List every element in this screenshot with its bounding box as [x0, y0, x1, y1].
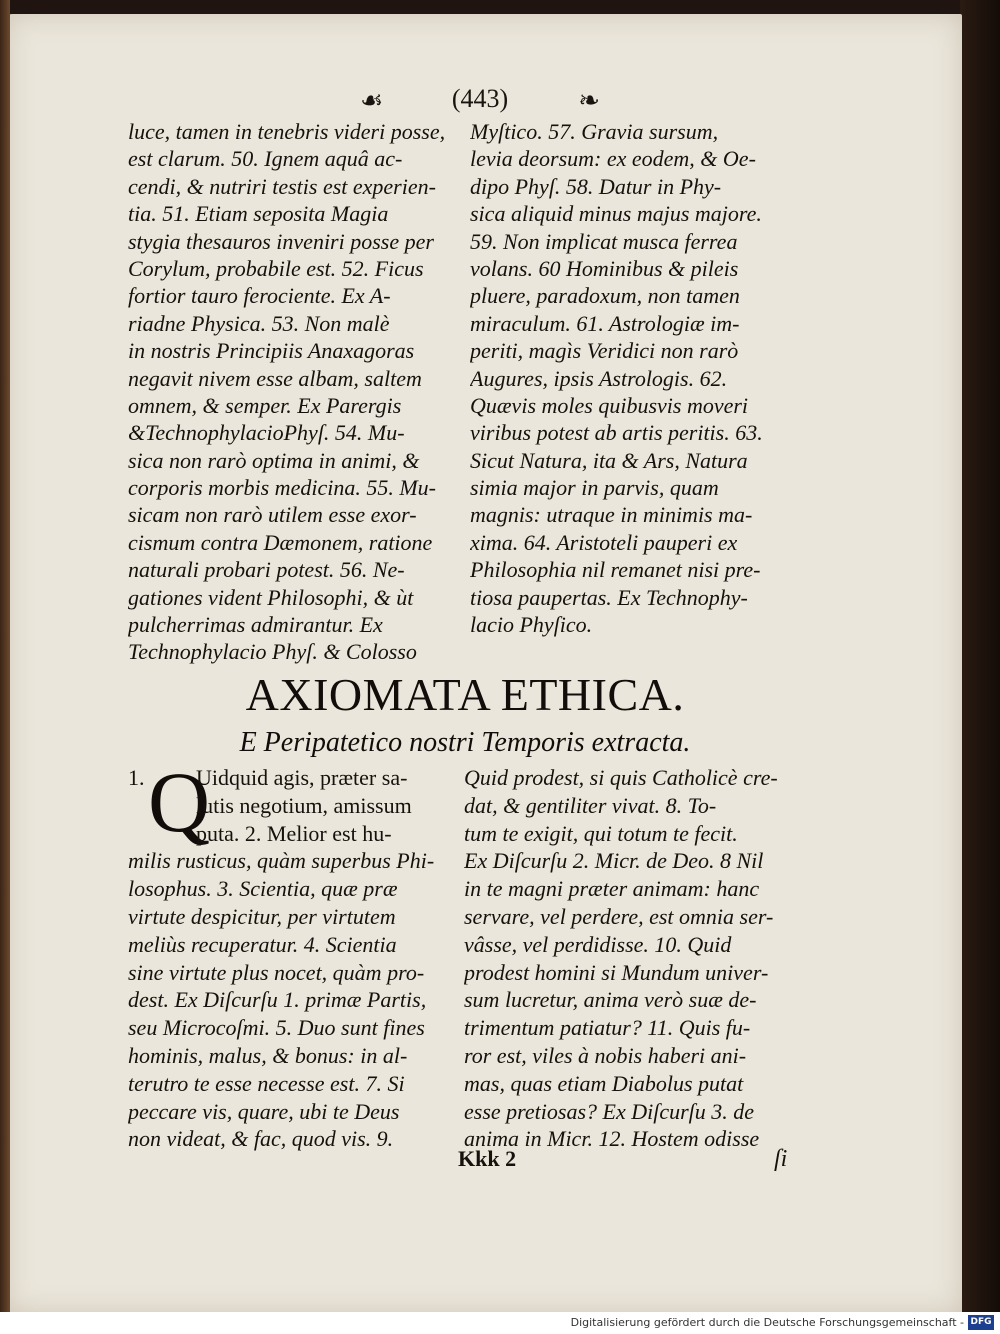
- text-line: fortior tauro ferociente. Ex A-: [128, 283, 391, 309]
- text-line: periti, magìs Veridici non rarò: [470, 338, 739, 364]
- text-line: sicam non rarò utilem esse exor-: [128, 502, 417, 528]
- text-line: cismum contra Dæmonem, ratione: [128, 529, 433, 555]
- text-line: sica aliquid minus majus majore.: [470, 201, 762, 227]
- footer-credit: Digitalisierung gefördert durch die Deutsche Forschungsgemeinschaft -: [570, 1316, 964, 1329]
- text-line: losophus. 3. Scientia, quæ præ: [128, 876, 398, 902]
- text-line: Philosophia nil remanet nisi pre-: [470, 557, 761, 583]
- text-line: prodest homini si Mundum univer-: [464, 959, 769, 985]
- text-line: tum te exigit, qui totum te fecit.: [464, 820, 738, 846]
- text-line: simia major in parvis, quam: [470, 475, 719, 501]
- indented-line: Uidquid agis, præter sa-: [196, 765, 408, 790]
- text-line: milis rusticus, quàm superbus Phi-: [128, 848, 435, 874]
- text-line: servare, vel perdere, est omnia ser-: [464, 903, 774, 929]
- text-line: Sicut Natura, ita & Ars, Natura: [470, 447, 748, 473]
- text-line: Corylum, probabile est. 52. Ficus: [128, 255, 424, 281]
- text-line: Myſtico. 57. Gravia sursum,: [470, 119, 719, 144]
- text-line: viribus potest ab artis peritis. 63.: [470, 420, 763, 446]
- text-line: sum lucretur, anima verò suæ de-: [464, 987, 757, 1013]
- text-line: stygia thesauros inveniri posse per: [128, 228, 434, 254]
- book-edge: [960, 0, 1000, 1312]
- text-line: Ex Diſcurſu 2. Micr. de Deo. 8 Nil: [464, 848, 764, 874]
- text-line: xima. 64. Aristoteli pauperi ex: [470, 529, 738, 555]
- text-line: volans. 60 Hominibus & pileis: [470, 255, 739, 281]
- text-line: riadne Physica. 53. Non malè: [128, 310, 390, 336]
- text-line: levia deorsum: ex eodem, & Oe-: [470, 146, 756, 172]
- bottom-left-column: [128, 754, 454, 1153]
- text-line: sine virtute plus nocet, quàm pro-: [128, 959, 425, 985]
- top-left-column: [128, 118, 454, 666]
- text-line: seu Microcoſmi. 5. Duo sunt fines: [128, 1015, 425, 1041]
- page-number: (443): [451, 84, 509, 113]
- text-line: terutro te esse necesse est. 7. Si: [128, 1070, 405, 1096]
- text-line: negavit nivem esse albam, saltem: [128, 365, 422, 391]
- section-subtitle: E Peripatetico nostri Temporis extracta.: [239, 727, 691, 758]
- text-line: esse pretiosas? Ex Diſcurſu 3. de: [464, 1098, 755, 1124]
- text-line: tia. 51. Etiam seposita Magia: [128, 201, 389, 227]
- text-line: miraculum. 61. Astrologiæ im-: [470, 310, 740, 336]
- catchword: ſi: [774, 1146, 788, 1172]
- ornament-right-icon: ❧: [578, 86, 600, 116]
- text-line: Quid prodest, si quis Catholicè cre-: [464, 765, 778, 790]
- text-line: ror est, viles à nobis haberi ani-: [464, 1042, 747, 1068]
- text-line: est clarum. 50. Ignem aquâ ac-: [128, 146, 403, 172]
- text-line: in te magni præter animam: hanc: [464, 876, 760, 902]
- text-line: trimentum patiatur? 11. Quis fu-: [464, 1015, 751, 1041]
- text-line: mas, quas etiam Diabolus putat: [464, 1070, 744, 1096]
- text-line: 1.: [128, 765, 145, 790]
- text-line: &TechnophylacioPhyſ. 54. Mu-: [128, 420, 405, 446]
- ornament-left-icon: ☙: [360, 86, 384, 116]
- indented-line: lutis negotium, amissum: [196, 792, 412, 818]
- dfg-logo-icon: DFG: [968, 1315, 994, 1330]
- text-line: luce, tamen in tenebris videri posse,: [128, 119, 446, 144]
- text-line: pulcherrimas admirantur. Ex: [128, 612, 383, 638]
- text-line: 59. Non implicat musca ferrea: [470, 228, 738, 254]
- signature-mark: Kkk 2: [458, 1146, 517, 1171]
- book-spine: [0, 0, 10, 1312]
- page-header: [360, 84, 600, 118]
- text-line: dest. Ex Diſcurſu 1. primæ Partis,: [128, 987, 427, 1013]
- drop-cap: Q: [148, 754, 211, 850]
- text-line: hominis, malus, & bonus: in al-: [128, 1042, 408, 1068]
- bottom-right-column: [464, 764, 794, 1153]
- text-line: Augures, ipsis Astrologis. 62.: [470, 365, 728, 391]
- text-line: anima in Micr. 12. Hostem odisse: [464, 1126, 760, 1152]
- text-line: tiosa paupertas. Ex Technophy-: [470, 584, 748, 610]
- text-line: pluere, paradoxum, non tamen: [470, 283, 740, 309]
- text-line: magnis: utraque in minimis ma-: [470, 502, 753, 528]
- text-line: Technophylacio Phyſ. & Colosso: [128, 639, 417, 665]
- text-line: vâsse, vel perdidisse. 10. Quid: [464, 931, 732, 957]
- text-line: corporis morbis medicina. 55. Mu-: [128, 475, 436, 501]
- text-line: in nostris Principiis Anaxagoras: [128, 338, 415, 364]
- top-right-column: [470, 118, 796, 638]
- text-line: virtute despicitur, per virtutem: [128, 903, 396, 929]
- text-line: dipo Phyſ. 58. Datur in Phy-: [470, 173, 722, 199]
- text-line: non videat, & fac, quod vis. 9.: [128, 1126, 394, 1152]
- text-line: lacio Phyſico.: [470, 612, 593, 638]
- section-title: AXIOMATA ETHICA.: [245, 669, 685, 720]
- text-line: meliùs recuperatur. 4. Scientia: [128, 931, 397, 957]
- text-line: naturali probari potest. 56. Ne-: [128, 557, 405, 583]
- text-line: sica non rarò optima in animi, &: [128, 447, 420, 473]
- text-line: gationes vident Philosophi, & ùt: [128, 584, 414, 610]
- text-line: peccare vis, quare, ubi te Deus: [128, 1098, 400, 1124]
- text-line: Quævis moles quibusvis moveri: [470, 392, 749, 418]
- footer-bar: [0, 1312, 1000, 1334]
- text-line: cendi, & nutriri testis est experien-: [128, 173, 436, 199]
- text-line: dat, & gentiliter vivat. 8. To-: [464, 792, 717, 818]
- indented-line: puta. 2. Melior est hu-: [196, 820, 392, 846]
- text-line: omnem, & semper. Ex Parergis: [128, 392, 402, 418]
